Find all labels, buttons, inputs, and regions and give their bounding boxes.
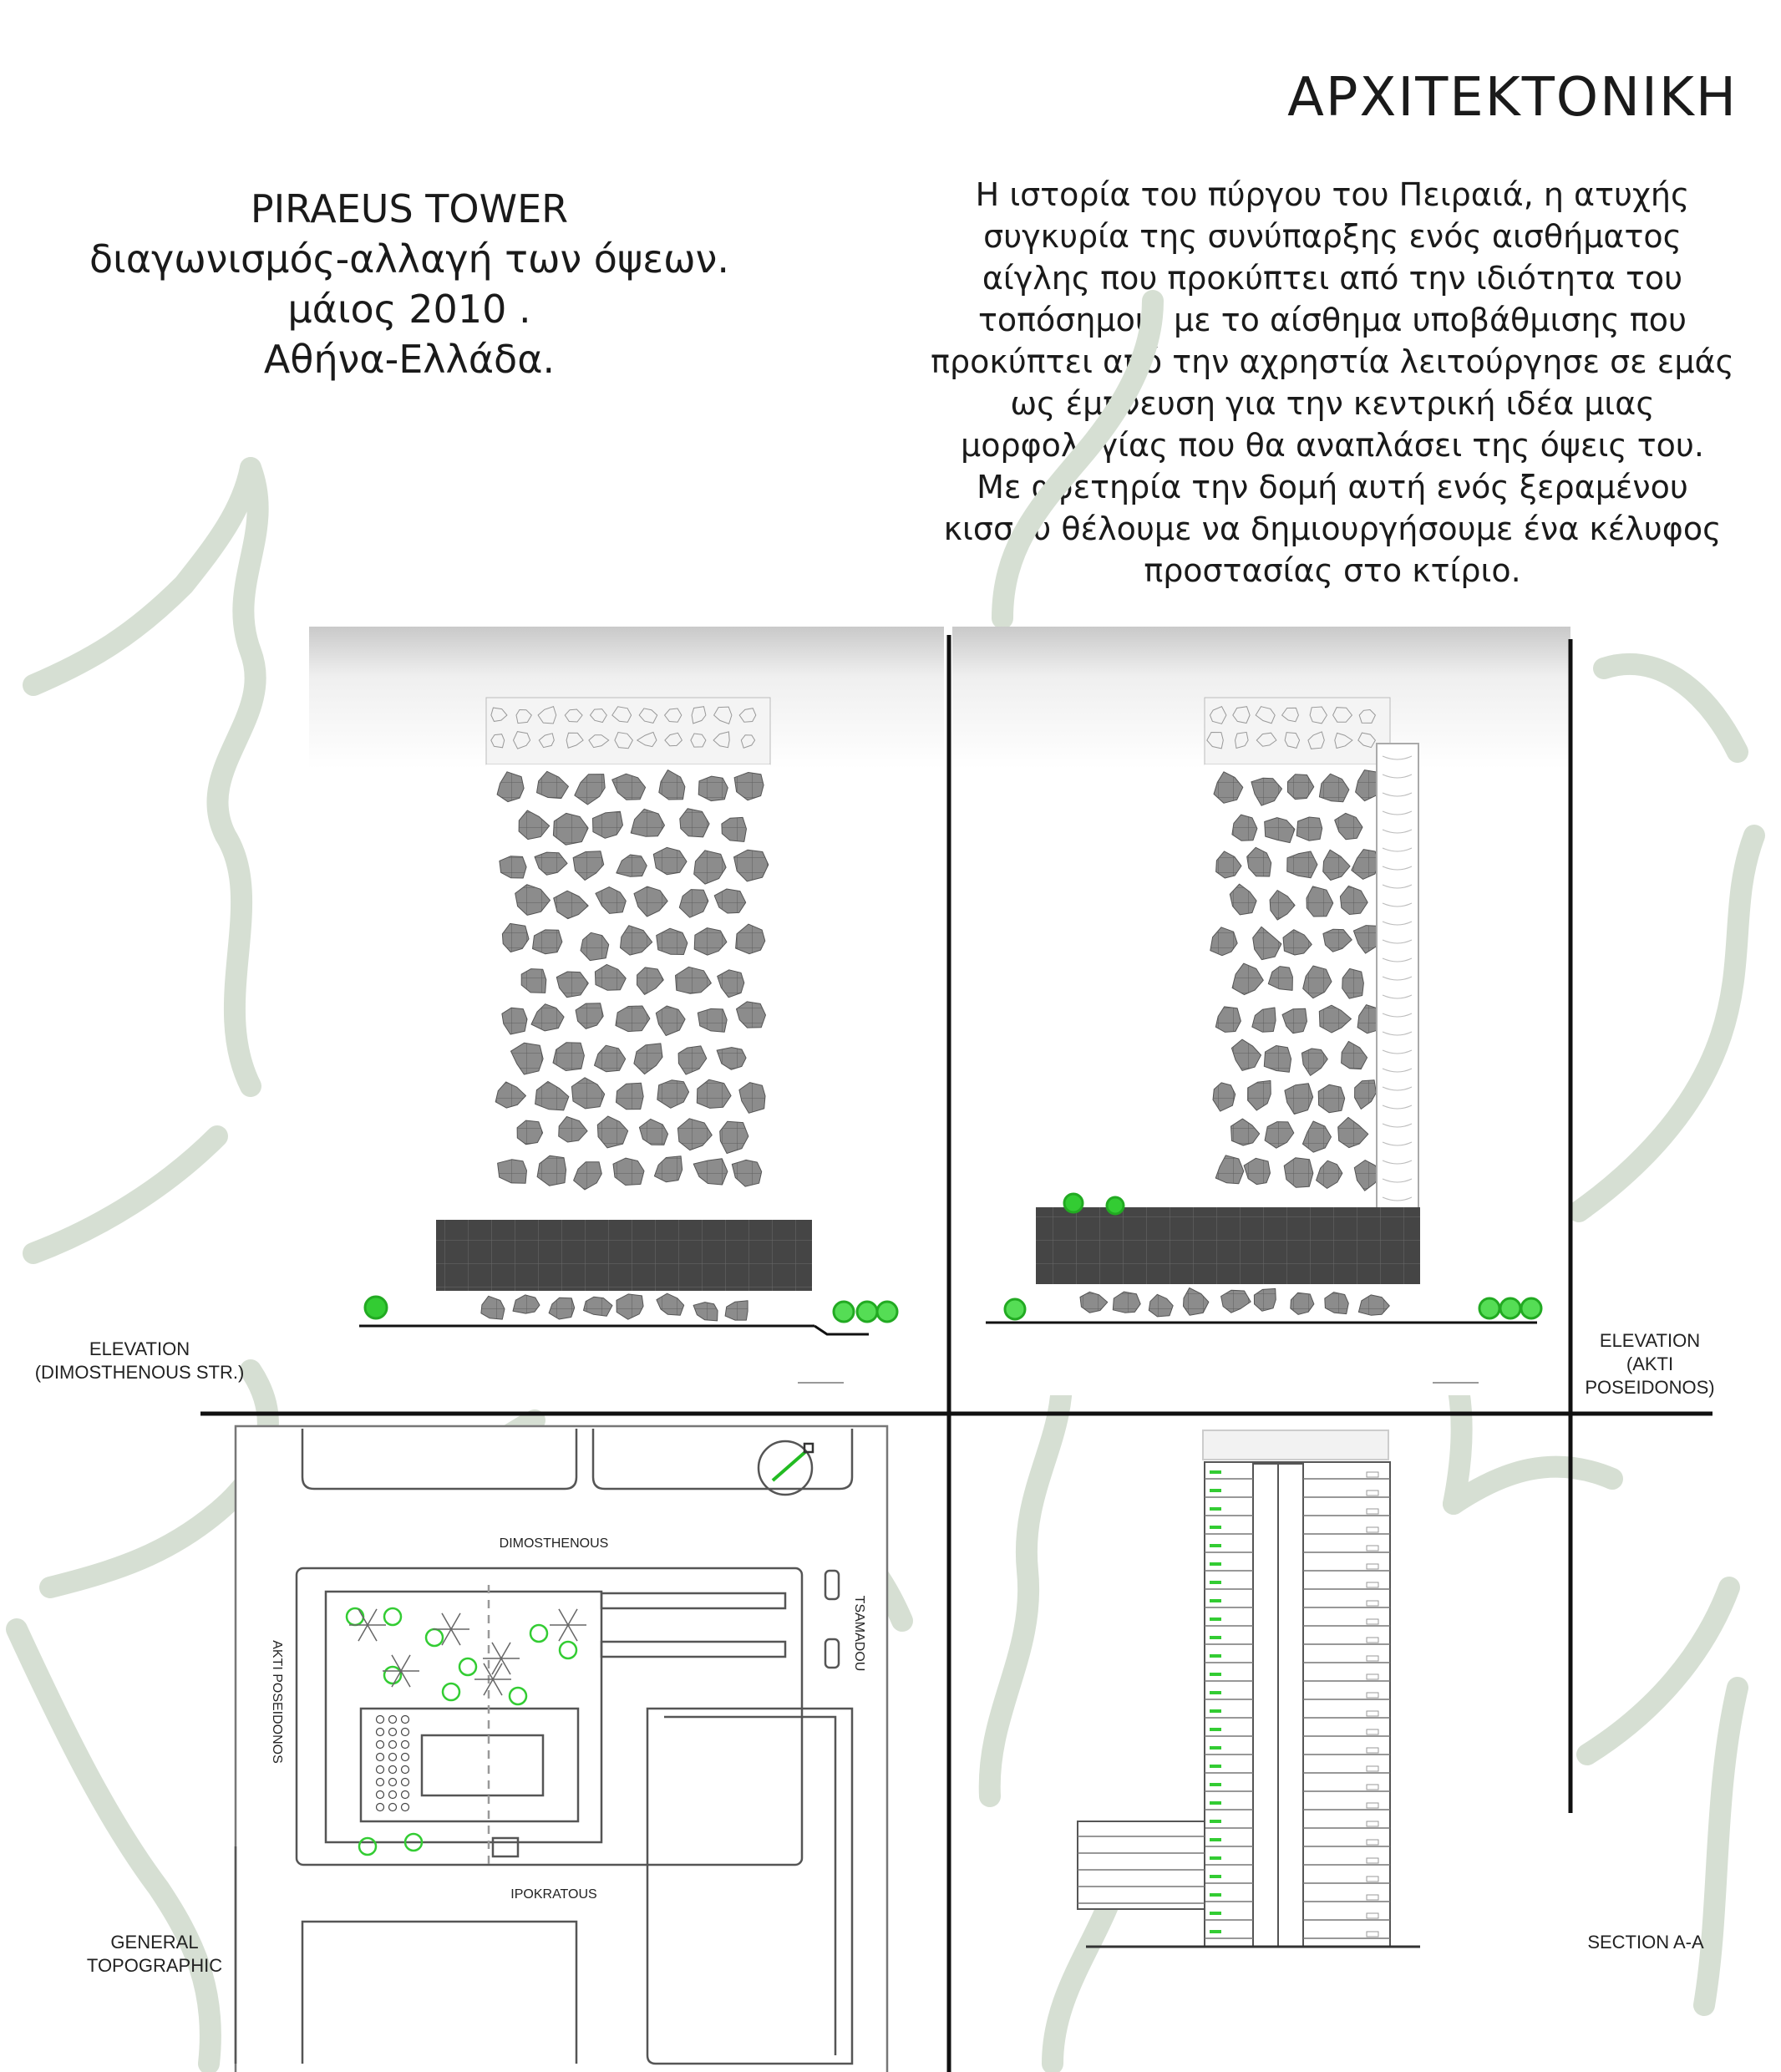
ivy-strand bbox=[1579, 835, 1754, 1211]
tree bbox=[857, 1302, 877, 1322]
balcony bbox=[1367, 1564, 1378, 1569]
floor-marker bbox=[1210, 1654, 1221, 1658]
street-east: TSAMADOU bbox=[852, 1595, 866, 1672]
ivy-strand bbox=[1587, 1587, 1729, 1755]
floor-marker bbox=[1210, 1893, 1221, 1897]
podium-block bbox=[1036, 1207, 1420, 1284]
facade-cell bbox=[698, 776, 728, 801]
floor-marker bbox=[1210, 1636, 1221, 1639]
balcony bbox=[1367, 1932, 1378, 1937]
project-date: μάιος 2010 . bbox=[287, 287, 531, 332]
balcony bbox=[1367, 1803, 1378, 1808]
facade-cell bbox=[1296, 817, 1322, 840]
balcony bbox=[1367, 1766, 1378, 1771]
floor-marker bbox=[1210, 1820, 1221, 1823]
description-line: κισσού θέλουμε να δημιουργήσουμε ένα κέλυφος bbox=[943, 510, 1722, 547]
ivy-strand bbox=[33, 468, 251, 685]
balcony bbox=[1367, 1491, 1378, 1496]
balcony bbox=[1367, 1546, 1378, 1551]
tower-crown bbox=[1205, 698, 1390, 764]
tree bbox=[1005, 1299, 1025, 1319]
section-crown bbox=[1203, 1430, 1388, 1460]
rooftop-tree bbox=[1107, 1197, 1124, 1214]
balcony bbox=[1367, 1895, 1378, 1900]
description-line: προστασίας στο κτίριο. bbox=[1144, 552, 1521, 589]
floor-marker bbox=[1210, 1875, 1221, 1878]
section-a-a bbox=[1078, 1430, 1420, 1947]
balcony bbox=[1367, 1693, 1378, 1698]
elevation-left-label-2: (DIMOSTHENOUS STR.) bbox=[34, 1362, 245, 1383]
balcony bbox=[1367, 1913, 1378, 1918]
podium-section bbox=[1078, 1821, 1205, 1909]
project-name: PIRAEUS TOWER bbox=[250, 186, 569, 231]
balcony bbox=[1367, 1858, 1378, 1863]
ivy-strand bbox=[1454, 1467, 1612, 1504]
floor-marker bbox=[1210, 1581, 1221, 1584]
ivy-strand bbox=[990, 1362, 1062, 1796]
tree bbox=[365, 1297, 387, 1318]
floor-marker bbox=[1210, 1673, 1221, 1676]
description-line: ως έμπνευση για την κεντρική ιδέα μιας bbox=[1010, 385, 1655, 422]
floor-marker bbox=[1210, 1562, 1221, 1566]
description-line: μορφολογίας που θα αναπλάσει της όψεις του. bbox=[961, 427, 1704, 464]
balcony bbox=[1367, 1821, 1378, 1826]
elevation-dimosthenous-panel bbox=[309, 627, 944, 1395]
core-left bbox=[1253, 1464, 1278, 1947]
floor-marker bbox=[1210, 1765, 1221, 1768]
elevation-right-label-1: ELEVATION bbox=[1599, 1330, 1701, 1351]
tree bbox=[1521, 1298, 1541, 1318]
facade-cell bbox=[517, 1120, 543, 1145]
floor-marker bbox=[1210, 1544, 1221, 1547]
balcony bbox=[1367, 1509, 1378, 1514]
description-line: συγκυρία της συνύπαρξης ενός αισθήματος bbox=[983, 218, 1682, 255]
description-line: τοπόσημου, με το αίσθημα υποβάθμισης που bbox=[978, 302, 1687, 338]
balcony bbox=[1367, 1619, 1378, 1624]
description-line: προκύπτει από την αχρηστία λειτούργησε σε εμάς bbox=[931, 343, 1734, 380]
floor-marker bbox=[1210, 1489, 1221, 1492]
balcony bbox=[1367, 1876, 1378, 1882]
ivy-strand bbox=[33, 1136, 217, 1253]
elevation-right-label-2: (AKTI bbox=[1626, 1353, 1674, 1374]
floor-marker bbox=[1210, 1599, 1221, 1602]
elevation-left-label-1: ELEVATION bbox=[89, 1338, 190, 1359]
tree bbox=[1500, 1298, 1520, 1318]
street-north: DIMOSTHENOUS bbox=[499, 1536, 609, 1551]
description-line: Με αφετηρία την δομή αυτή ενός ξεραμένου bbox=[977, 469, 1688, 505]
ivy-strand bbox=[1002, 301, 1153, 618]
ivy-strand bbox=[1604, 664, 1738, 752]
floor-marker bbox=[1210, 1930, 1221, 1933]
floor-marker bbox=[1210, 1801, 1221, 1805]
floor-marker bbox=[1210, 1912, 1221, 1915]
podium-block bbox=[436, 1220, 812, 1291]
plan-label-1: GENERAL bbox=[110, 1932, 199, 1953]
balcony bbox=[1367, 1527, 1378, 1532]
section-title: ΑΡΧΙΤΕΚΤΟΝΙΚΗ bbox=[1287, 67, 1738, 129]
ivy-strand bbox=[1704, 1688, 1738, 2005]
floor-marker bbox=[1210, 1470, 1221, 1474]
balcony bbox=[1367, 1582, 1378, 1587]
balcony bbox=[1367, 1785, 1378, 1790]
floor-marker bbox=[1210, 1746, 1221, 1750]
elevation-right-label-3: POSEIDONOS) bbox=[1585, 1377, 1715, 1398]
street-south: IPOKRATOUS bbox=[510, 1887, 597, 1902]
balcony bbox=[1367, 1674, 1378, 1679]
description-line: Η ιστορία του πύργου του Πειραιά, η ατυχής bbox=[975, 176, 1690, 213]
balcony bbox=[1367, 1472, 1378, 1477]
description-line: αίγλης που προκύπτει από την ιδιότητα του bbox=[982, 260, 1683, 297]
balcony bbox=[1367, 1638, 1378, 1643]
balcony bbox=[1367, 1840, 1378, 1845]
street-west: AKTI POSEIDONOS bbox=[270, 1640, 284, 1764]
balcony bbox=[1367, 1729, 1378, 1734]
tower-crown bbox=[486, 698, 770, 764]
elevation-akti-poseidonos-panel bbox=[952, 627, 1570, 1395]
core-right bbox=[1278, 1464, 1303, 1947]
balcony bbox=[1367, 1656, 1378, 1661]
floor-marker bbox=[1210, 1728, 1221, 1731]
ivy-strand bbox=[17, 1629, 211, 2064]
balcony bbox=[1367, 1748, 1378, 1753]
floor-marker bbox=[1210, 1617, 1221, 1621]
section-label: SECTION A-A bbox=[1587, 1932, 1704, 1953]
floor-marker bbox=[1210, 1783, 1221, 1786]
tree bbox=[1479, 1298, 1499, 1318]
plan-frame bbox=[236, 1426, 887, 2072]
tree bbox=[877, 1302, 897, 1322]
plan-label-2: TOPOGRAPHIC bbox=[86, 1955, 223, 1976]
project-type: διαγωνισμός-αλλαγή των όψεων. bbox=[89, 236, 729, 282]
project-location: Αθήνα-Ελλάδα. bbox=[263, 337, 556, 382]
balcony bbox=[1367, 1711, 1378, 1716]
general-topographic-plan bbox=[236, 1426, 887, 2072]
floor-marker bbox=[1210, 1526, 1221, 1529]
floor-marker bbox=[1210, 1856, 1221, 1860]
rooftop-tree bbox=[1064, 1194, 1083, 1212]
balcony bbox=[1367, 1601, 1378, 1606]
floor-marker bbox=[1210, 1709, 1221, 1713]
ivy-strand bbox=[217, 468, 257, 1086]
floor-marker bbox=[1210, 1691, 1221, 1694]
floor-marker bbox=[1210, 1838, 1221, 1841]
tree bbox=[834, 1302, 854, 1322]
floor-marker bbox=[1210, 1507, 1221, 1511]
